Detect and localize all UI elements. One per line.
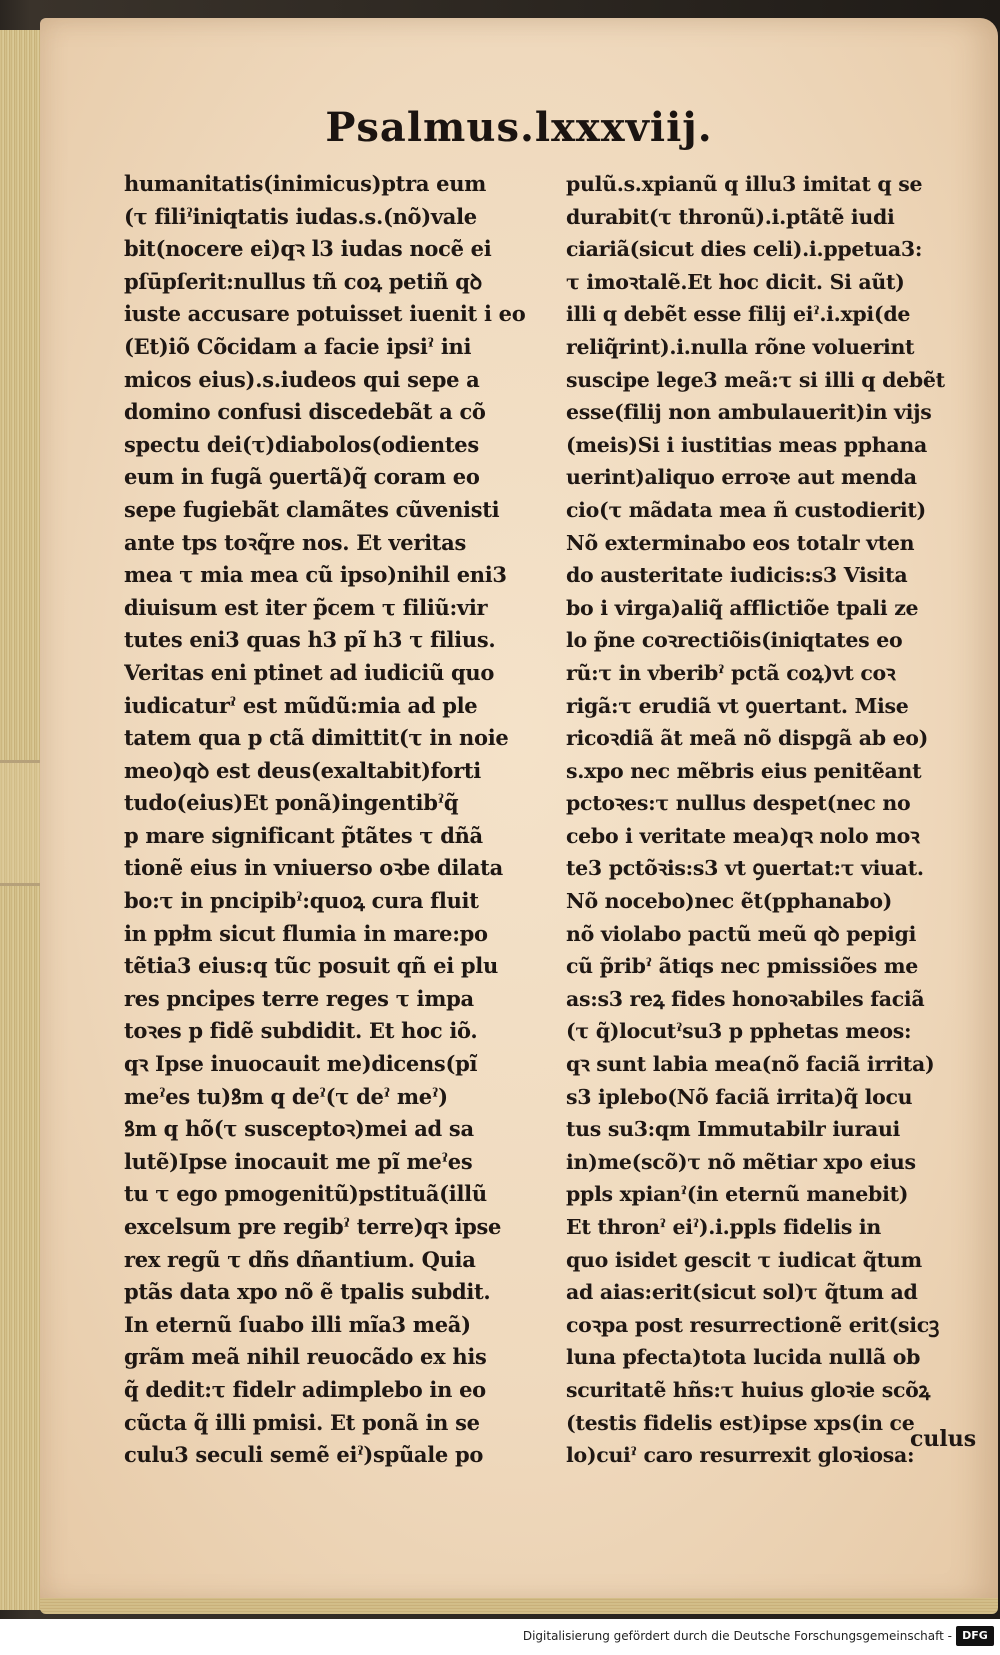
text-line: p mare significant p̃tãtes τ dñã xyxy=(124,822,483,848)
text-line: tutes eni3 quas h3 pĩ h3 τ filius. xyxy=(124,627,496,653)
text-line: rigã:τ erudiã vt ꝯuertant. Mise xyxy=(566,693,909,718)
text-line: reliq̃rint).i.nulla rõne voluerint xyxy=(566,334,915,359)
text-line: toꝛes p fidẽ subdidit. Et hoc iõ. xyxy=(124,1018,478,1044)
text-line: cũ p̃ribˀ ãtiqs nec pmissiões me xyxy=(566,954,918,979)
text-line: as:s3 reꝝ fides honoꝛabiles faciã xyxy=(566,986,925,1011)
text-line: rũ:τ in vberibˀ pctã coꝝ)vt coꝛ xyxy=(566,660,896,685)
text-line: scuritatẽ hñs:τ huius gloꝛie scõꝝ xyxy=(566,1377,931,1402)
text-line: (τ q̃)locutˀsu3 p pphetas meos: xyxy=(566,1019,912,1044)
text-line: In eternũ ſuabo illi mĩa3 meã) xyxy=(124,1311,471,1337)
text-line: tionẽ eius in vniuerso oꝛbe dilata xyxy=(124,855,503,881)
text-line: durabit(τ thronũ).i.ptãtẽ iudi xyxy=(566,204,895,229)
text-line: Nõ nocebo)nec ẽt(pphanabo) xyxy=(566,889,893,914)
text-line: lo p̃ne coꝛrectiõis(iniqtates eo xyxy=(566,628,903,653)
text-line: bit(nocere ei)qꝛ l3 iudas nocẽ ei xyxy=(124,236,492,262)
funding-credit: Digitalisierung gefördert durch die Deutsche Forschungsgemeinschaft - xyxy=(522,1629,952,1643)
left-text-column xyxy=(124,168,544,1472)
dfg-logo: DFG xyxy=(956,1626,994,1646)
text-line: tudo(eius)Et ponã)ingentibˀq̃ xyxy=(124,790,459,816)
text-line: cebo i veritate mea)qꝛ nolo moꝛ xyxy=(566,823,920,848)
text-line: grãm meã nihil reuocãdo ex his xyxy=(124,1344,487,1370)
text-line: ꝸm q hõ(τ susceptoꝛ)mei ad sa xyxy=(124,1116,474,1142)
text-line: Veritas eni ptinet ad iudiciũ quo xyxy=(124,659,495,685)
text-line: in)me(scõ)τ nõ mẽtiar xpo eius xyxy=(566,1149,916,1174)
text-line: res pncipes terre reges τ impa xyxy=(124,985,474,1011)
text-line: quo isidet gescit τ iudicat q̃tum xyxy=(566,1247,922,1272)
text-line: pſūpſerit:nullus tñ coꝝ petiñ qꝺ xyxy=(124,268,482,294)
text-line: tẽtia3 eius:q tũc posuit qñ ei plu xyxy=(124,953,498,979)
text-line: s.xpo nec mẽbris eius penitẽant xyxy=(566,758,922,783)
text-line: q̃ dedit:τ fidelr adimplebo in eo xyxy=(124,1376,486,1402)
text-line: humanitatis(inimicus)ptra eum xyxy=(124,171,487,196)
text-line: (Et)iõ Cõcidam a facie ipsiˀ ini xyxy=(124,333,472,359)
text-line: (testis fidelis est)ipse xps(in ce xyxy=(566,1410,915,1435)
text-line: esse(filij non ambulauerit)in vijs xyxy=(566,400,932,425)
text-line: diuisum est iter p̃cem τ filiũ:vir xyxy=(124,594,488,620)
text-line: ciariã(sicut dies celi).i.ppetua3: xyxy=(566,237,923,262)
text-line: luna pfecta)tota lucida nullã ob xyxy=(566,1345,921,1370)
text-line: uerint)aliquo erroꝛe aut menda xyxy=(566,465,917,490)
digitization-footer xyxy=(0,1619,1000,1655)
text-line: qꝛ Ipse inuocauit me)dicens(pĩ xyxy=(124,1051,478,1077)
text-line: Et thronˀ eiˀ).i.ppls fidelis in xyxy=(566,1215,882,1239)
text-line: ante tps toꝛq̃re nos. Et veritas xyxy=(124,529,467,555)
text-line: illi q debẽt esse filij eiˀ.i.xpi(de xyxy=(566,302,911,327)
text-line: domino confusi discedebãt a cõ xyxy=(124,399,486,425)
text-line: cio(τ mãdata mea ñ custodierit) xyxy=(566,497,926,522)
text-line: sepe fugiebãt clamãtes cũvenisti xyxy=(124,496,500,522)
text-line: ppls xpianˀ(in eternũ manebit) xyxy=(566,1182,909,1207)
page-stack-edge xyxy=(40,1598,998,1614)
text-line: iudicaturˀ est mũdũ:mia ad ple xyxy=(124,692,478,718)
right-text-column xyxy=(566,168,978,1472)
text-line: cũcta q̃ illi pmisi. Et ponã in se xyxy=(124,1409,480,1435)
text-line: tu τ ego pmogenitũ)pstituã(illũ xyxy=(124,1181,487,1207)
text-line: nõ violabo pactũ meũ qꝺ pepigi xyxy=(566,921,917,946)
text-line: pctoꝛes:τ nullus despet(nec no xyxy=(566,791,911,816)
text-line: (meis)Si i iustitias meas pphana xyxy=(566,432,927,457)
text-line: eum in fugã ꝯuertã)q̃ coram eo xyxy=(124,464,480,490)
text-line: bo:τ in pncipibˀ:quoꝝ cura fluit xyxy=(124,888,479,914)
text-line: meˀes tu)ꝸm q deˀ(τ deˀ meˀ) xyxy=(124,1083,448,1109)
text-line: excelsum pre regibˀ terre)qꝛ ipse xyxy=(124,1214,502,1239)
text-line: micos eius).s.iudeos qui sepe a xyxy=(124,366,480,392)
text-line: s3 iplebo(Nõ faciã irrita)q̃ locu xyxy=(566,1084,913,1109)
book-page xyxy=(40,18,998,1603)
text-line: tus su3:qm Immutabilr iuraui xyxy=(566,1117,901,1142)
text-line: suscipe lege3 meã:τ si illi q debẽt xyxy=(566,367,945,392)
text-line: tatem qua p ctã dimittit(τ in noie xyxy=(124,725,509,751)
text-line: ad aias:erit(sicut sol)τ q̃tum ad xyxy=(566,1280,918,1305)
text-line: te3 pctõꝛis:s3 vt ꝯuertat:τ viuat. xyxy=(566,856,924,881)
text-line: pulũ.s.xpianũ q illu3 imitat q se xyxy=(566,172,923,196)
text-line: iuste accusare potuisset iuenit i eo xyxy=(124,301,526,327)
text-line: (τ filiˀiniqtatis iudas.s.(nõ)vale xyxy=(124,203,477,229)
text-line: mea τ mia mea cũ ipso)nihil eni3 xyxy=(124,562,507,588)
text-line: rex regũ τ dñs dñantium. Quia xyxy=(124,1246,476,1272)
text-line: lo)cuiˀ caro resurrexit gloꝛiosa: xyxy=(566,1443,915,1468)
text-line: bo i virga)aliq̃ afflictiõe tpali ze xyxy=(566,595,919,620)
text-line: Nõ exterminabo eos totalr vten xyxy=(566,530,915,555)
text-line: do austeritate iudicis:s3 Visita xyxy=(566,563,908,588)
text-line: qꝛ sunt labia mea(nõ faciã irrita) xyxy=(566,1052,935,1077)
text-line: culu3 seculi semẽ eiˀ)spũale po xyxy=(124,1442,484,1468)
text-line: spectu dei(τ)diabolos(odientes xyxy=(124,431,479,457)
text-line: lutẽ)Ipse inocauit me pĩ meˀes xyxy=(124,1148,473,1174)
catchword: culus xyxy=(910,1426,977,1452)
text-line: meo)qꝺ est deus(exaltabit)forti xyxy=(124,757,481,783)
text-line: coꝛpa post resurrectionẽ erit(sicꝫ xyxy=(566,1312,940,1337)
text-line: ptãs data xpo nõ ẽ tpalis subdit. xyxy=(124,1279,491,1305)
page-header: Psalmus.lxxxviij. xyxy=(325,104,713,151)
text-line: in ppłm sicut flumia in mare:po xyxy=(124,920,488,946)
text-line: τ imoꝛtalẽ.Et hoc dicit. Si aũt) xyxy=(566,269,905,294)
text-line: ricoꝛdiã ãt meã nõ dispgã ab eo) xyxy=(566,726,929,751)
